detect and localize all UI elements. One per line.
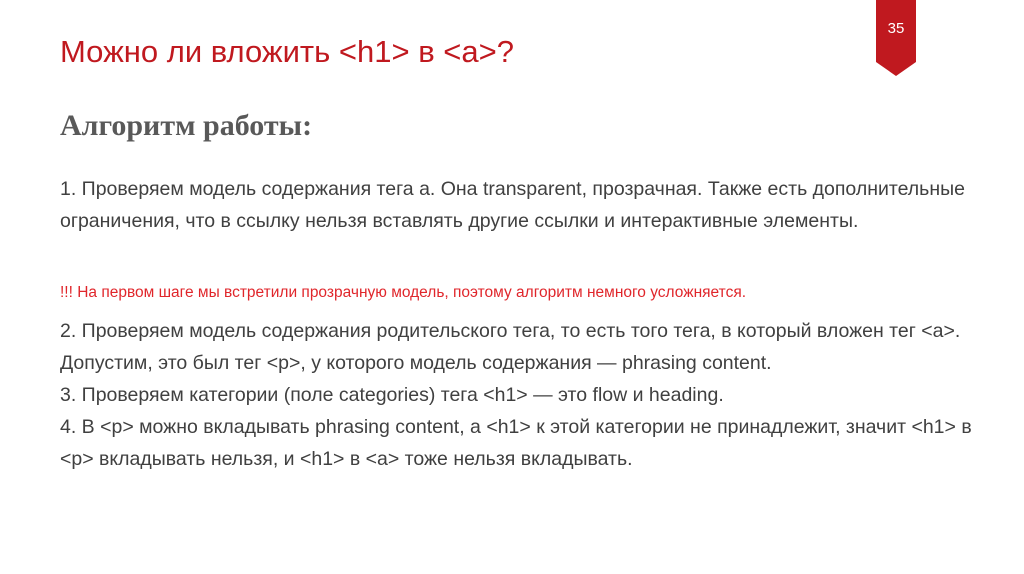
algorithm-heading: Алгоритм работы: bbox=[60, 109, 313, 142]
steps-2-4 bbox=[60, 315, 980, 475]
step-2-text: 2. Проверяем модель содержания родительского тега, то есть того тега, в который вложен тег <a>. Допустим, это был тег <p>, у которого модель содержания — phrasing content. bbox=[60, 320, 961, 374]
step-4-text: 4. В <p> можно вкладывать phrasing content, а <h1> к этой категории не принадлежит, значит <h1> в <p> вкладывать нельзя, и <h1> в <a> тоже нельзя вкладывать. bbox=[60, 416, 972, 470]
page-number-badge bbox=[876, 0, 916, 76]
bookmark-ribbon-icon bbox=[876, 0, 916, 76]
step-1-text: 1. Проверяем модель содержания тега a. Она transparent, прозрачная. Также есть дополнительные ограничения, что в ссылку нельзя вставлять другие ссылки и интерактивные элементы. bbox=[60, 178, 965, 232]
slide-title: Можно ли вложить <h1> в <a>? bbox=[60, 34, 514, 69]
warning-note: !!! На первом шаге мы встретили прозрачную модель, поэтому алгоритм немного усложняется. bbox=[60, 284, 747, 301]
page-number: 35 bbox=[887, 20, 905, 37]
step-3-text: 3. Проверяем категории (поле categories) тега <h1> — это flow и heading. bbox=[60, 384, 724, 406]
